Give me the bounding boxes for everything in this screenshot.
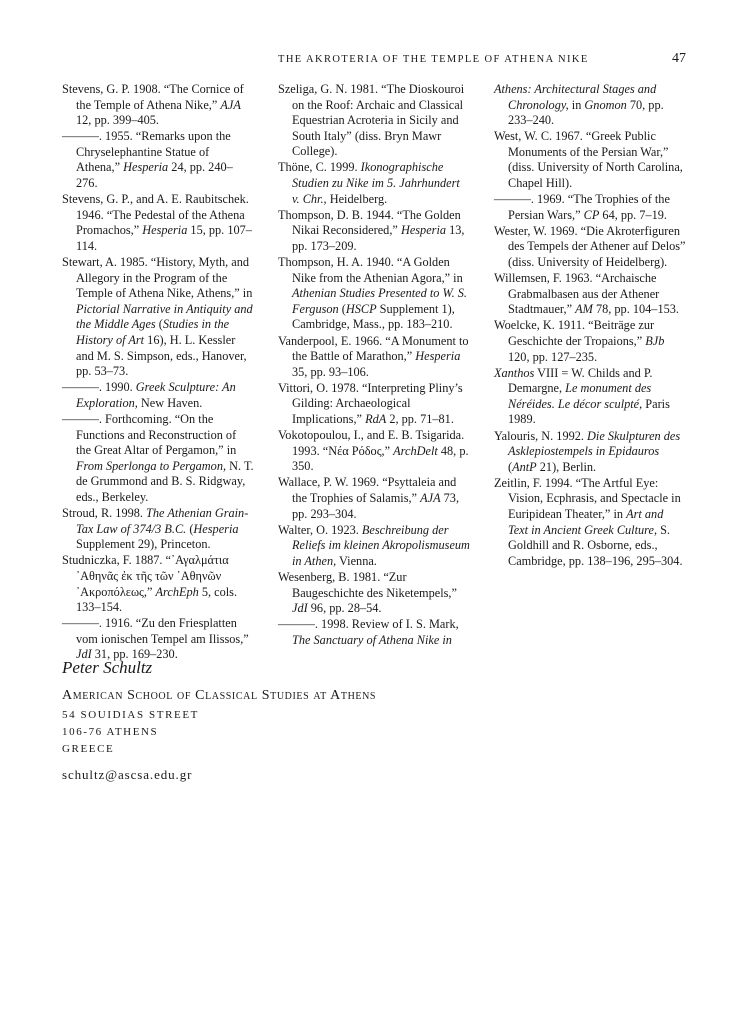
entry-italic-text: Beschreibung der Reliefs im kleinen Akropolismuseum in Athen, — [292, 522, 470, 568]
entry-italic-text: BJb — [645, 334, 665, 348]
entry-italic-text: Xanthos — [494, 365, 535, 380]
entry-text: 13, pp. 173–209. — [292, 223, 465, 253]
bibliography-entry — [278, 82, 470, 160]
entry-text: 12, pp. 399–405. — [76, 113, 160, 128]
author-block — [62, 658, 376, 783]
bibliography-entry — [494, 318, 686, 365]
entry-text: Stewart, A. 1985. “History, Myth, and Allegory in the Program of the Temple of Athena Nike, Athens,” in — [62, 255, 253, 301]
entry-italic-text: AJA — [420, 490, 441, 505]
entry-text: ( — [186, 521, 194, 536]
entry-text: 96, pp. 28–54. — [307, 601, 382, 616]
entry-text: Szeliga, G. N. 1981. “The Dioskouroi on the Roof: Archaic and Classical Equestrian Acroteria in Sicily and South Italy” (diss. Bryn Mawr College). — [278, 82, 465, 159]
entry-text: Heidelberg. — [326, 191, 388, 206]
entry-text: ( — [338, 301, 346, 316]
bibliography-entry — [494, 429, 686, 476]
entry-text: Stroud, R. 1998. — [62, 506, 147, 521]
entry-italic-text: The Sanctuary of Athena Nike in — [292, 632, 452, 647]
entry-text: ( — [508, 459, 513, 474]
entry-italic-text: Art and Text in Ancient Greek Culture, — [508, 507, 664, 537]
entry-text: Wester, W. 1969. “Die Akroterfiguren des Tempels der Athener auf Delos” (diss. University of Heidelberg). — [494, 223, 686, 270]
entry-italic-text: CP — [583, 207, 600, 222]
bibliography-entry — [62, 82, 254, 129]
entry-text: ( — [155, 317, 163, 332]
author-email: schultz@ascsa.edu.gr — [62, 767, 193, 782]
bibliography-entry — [278, 617, 470, 648]
entry-text: Vanderpool, E. 1966. “A Monument to the Battle of Marathon,” — [278, 333, 469, 364]
entry-italic-text: From Sperlonga to Pergamon, — [76, 458, 227, 473]
entry-italic-text: JdI — [76, 647, 92, 662]
entry-text: Willemsen, F. 1963. “Archaische Grabmalbasen aus der Athener Stadtmauer,” — [494, 271, 660, 317]
entry-text: Walter, O. 1923. — [278, 522, 362, 537]
entry-text: 15, pp. 107–114. — [76, 223, 252, 253]
entry-text: Stevens, G. P. 1908. “The Cornice of the Temple of Athena Nike,” — [62, 82, 244, 112]
entry-text: N. T. de Grummond and B. S. Ridgway, eds., Berkeley. — [76, 458, 254, 504]
entry-italic-text: ArchEph — [155, 584, 199, 599]
bibliography-entry — [62, 412, 254, 506]
entry-text: Supplement 1), Cambridge, Mass., pp. 183–210. — [292, 301, 455, 332]
entry-text: 24, pp. 240–276. — [76, 160, 233, 191]
bibliography-entry — [278, 160, 470, 207]
entry-italic-text: RdA — [365, 411, 387, 426]
entry-text: ———. 1916. “Zu den Friesplatten vom ionischen Tempel am Ilissos,” — [62, 616, 249, 646]
bibliography-entry — [278, 208, 470, 255]
author-institution: American School of Classical Studies at Athens — [62, 688, 377, 703]
entry-text: S. Goldhill and R. Osborne, eds., Cambridge, pp. 138–196, 295–304. — [508, 522, 683, 568]
entry-text: 5, cols. 133–154. — [76, 584, 238, 615]
bibliography-entry — [278, 523, 470, 570]
bibliography-entry — [278, 255, 470, 333]
entry-text: 2, pp. 71–81. — [386, 411, 454, 426]
entry-italic-text: Studies in the History of Art — [76, 317, 230, 347]
entry-italic-text: Pictorial Narrative in Antiquity and the Middle Ages — [76, 301, 253, 332]
entry-text: Wallace, P. W. 1969. “Psyttaleia and the Trophies of Salamis,” — [278, 475, 457, 505]
entry-text: Zeitlin, F. 1994. “The Artful Eye: Vision, Ecphrasis, and Spectacle in Euripidean Theater,” in — [494, 475, 681, 522]
bibliography-entry — [494, 476, 686, 570]
entry-text: 31, pp. 169–230. — [91, 647, 178, 662]
entry-text: 48, p. 350. — [292, 443, 469, 474]
entry-text: 70, pp. 233–240. — [508, 97, 664, 128]
entry-text: ———. 1990. — [62, 380, 136, 395]
bibliography-entry — [62, 506, 254, 553]
entry-italic-text: JdI — [292, 601, 308, 616]
bibliography-entry — [278, 570, 470, 617]
entry-text: ———. 1955. “Remarks upon the Chryselephantine Statue of Athena,” — [62, 129, 231, 175]
bibliography-entry — [62, 192, 254, 254]
bibliography-column-1 — [62, 82, 254, 663]
entry-text: Wesenberg, B. 1981. “Zur Baugeschichte des Niketempels,” — [278, 569, 457, 600]
entry-text: 21), Berlin. — [536, 459, 597, 474]
entry-text: in — [568, 97, 585, 112]
bibliography-entry — [494, 192, 686, 223]
entry-text: Vittori, O. 1978. “Interpreting Pliny’s Gilding: Archaeological Implications,” — [278, 380, 463, 426]
bibliography-entry — [494, 366, 686, 428]
bibliography-entry — [62, 616, 254, 663]
entry-text: ———. Forthcoming. “On the Functions and Reconstruction of the Great Altar of Pergamon,” in — [62, 411, 237, 458]
entry-italic-text: Le monument des Néréides. Le décor sculpté, — [508, 381, 652, 411]
entry-italic-text: Hesperia — [400, 223, 447, 238]
entry-italic-text: AJA — [220, 97, 241, 112]
entry-italic-text: The Athenian Grain-Tax Law of 374/3 B.C. — [76, 506, 249, 536]
bibliography-entry — [278, 475, 470, 522]
bibliography-entry — [494, 82, 686, 129]
entry-italic-text: Hesperia — [123, 160, 169, 175]
entry-text: Vienna. — [336, 553, 377, 568]
entry-italic-text: Hesperia — [193, 521, 239, 536]
entry-italic-text: Athens: Architectural Stages and Chronology, — [494, 82, 657, 112]
entry-text: Yalouris, N. 1992. — [494, 428, 588, 443]
entry-text: Supplement 29), Princeton. — [76, 537, 211, 552]
bibliography-entry — [62, 553, 254, 615]
bibliography-entry — [494, 271, 686, 318]
address-city: 106-76 ATHENS — [62, 726, 159, 738]
entry-italic-text: Gnomon — [584, 97, 627, 112]
entry-italic-text: AM — [575, 302, 593, 317]
bibliography-entry — [278, 428, 470, 475]
entry-text: Vokotopoulou, I., and E. B. Tsigarida. 1993. “Νέα Ρόδος,” — [278, 428, 465, 458]
address-street: 54 SOUIDIAS STREET — [62, 709, 199, 721]
entry-italic-text: HSCP — [345, 301, 377, 316]
bibliography-entry — [494, 224, 686, 271]
entry-text: 64, pp. 7–19. — [599, 207, 667, 222]
bibliography-entry — [62, 255, 254, 380]
entry-italic-text: Athenian Studies Presented to W. S. Ferguson — [292, 286, 467, 316]
entry-text: 78, pp. 104–153. — [592, 302, 679, 317]
entry-italic-text: Greek Sculpture: An Exploration, — [76, 380, 236, 410]
author-name: Peter Schultz — [62, 658, 153, 677]
entry-italic-text: AntP — [512, 459, 537, 474]
entry-text: 120, pp. 127–235. — [508, 349, 598, 364]
entry-italic-text: Hesperia — [142, 223, 188, 238]
entry-text: Paris 1989. — [508, 396, 670, 427]
entry-text: VIII = W. Childs and P. Demargne, — [508, 365, 653, 396]
entry-text: Studniczka, F. 1887. “᾿Αγαλμάτια ᾿Αθηνᾶς ἐκ τῆς τῶν ᾿Αθηνῶν ᾿Ακροπόλεως,” — [62, 553, 229, 599]
entry-text: Thompson, H. A. 1940. “A Golden Nike from the Athenian Agora,” in — [278, 255, 463, 285]
bibliography-entry — [62, 129, 254, 191]
entry-text: 73, pp. 293–304. — [292, 490, 460, 521]
entry-italic-text: Hesperia — [415, 349, 461, 364]
entry-text: Thompson, D. B. 1944. “The Golden Nikai Reconsidered,” — [278, 207, 461, 238]
entry-text: 16), H. L. Kessler and M. S. Simpson, eds., Hanover, pp. 53–73. — [76, 333, 247, 379]
entry-italic-text: Ikonographische Studien zu Nike im 5. Jahrhundert v. Chr., — [292, 160, 460, 206]
bibliography-entry — [494, 129, 686, 191]
entry-text: Stevens, G. P., and A. E. Raubitschek. 1946. “The Pedestal of the Athena Promachos,” — [62, 192, 249, 238]
entry-text: Thöne, C. 1999. — [278, 160, 361, 175]
bibliography-entry — [278, 334, 470, 381]
bibliography-column-3 — [494, 82, 686, 570]
entry-text: West, W. C. 1967. “Greek Public Monuments of the Persian War,” (diss. University of North Carolina, Chapel Hill). — [494, 129, 683, 191]
entry-text: 35, pp. 93–106. — [292, 364, 369, 379]
address-country: GREECE — [62, 743, 115, 755]
entry-text: ———. 1969. “The Trophies of the Persian Wars,” — [494, 192, 670, 222]
entry-italic-text: Die Skulpturen des Asklepiostempels in Epidauros — [508, 428, 681, 459]
entry-text: ———. 1998. Review of I. S. Mark, — [278, 617, 459, 632]
entry-text: Woelcke, K. 1911. “Beiträge zur Geschichte der Tropaions,” — [494, 318, 655, 348]
page-number: 47 — [672, 51, 686, 66]
bibliography-entry — [278, 381, 470, 428]
bibliography-column-2 — [278, 82, 470, 649]
bibliography-entry — [62, 380, 254, 411]
entry-italic-text: ArchDelt — [393, 443, 438, 458]
running-head: THE AKROTERIA OF THE TEMPLE OF ATHENA NIKE — [278, 54, 589, 65]
entry-text: New Haven. — [137, 395, 203, 410]
